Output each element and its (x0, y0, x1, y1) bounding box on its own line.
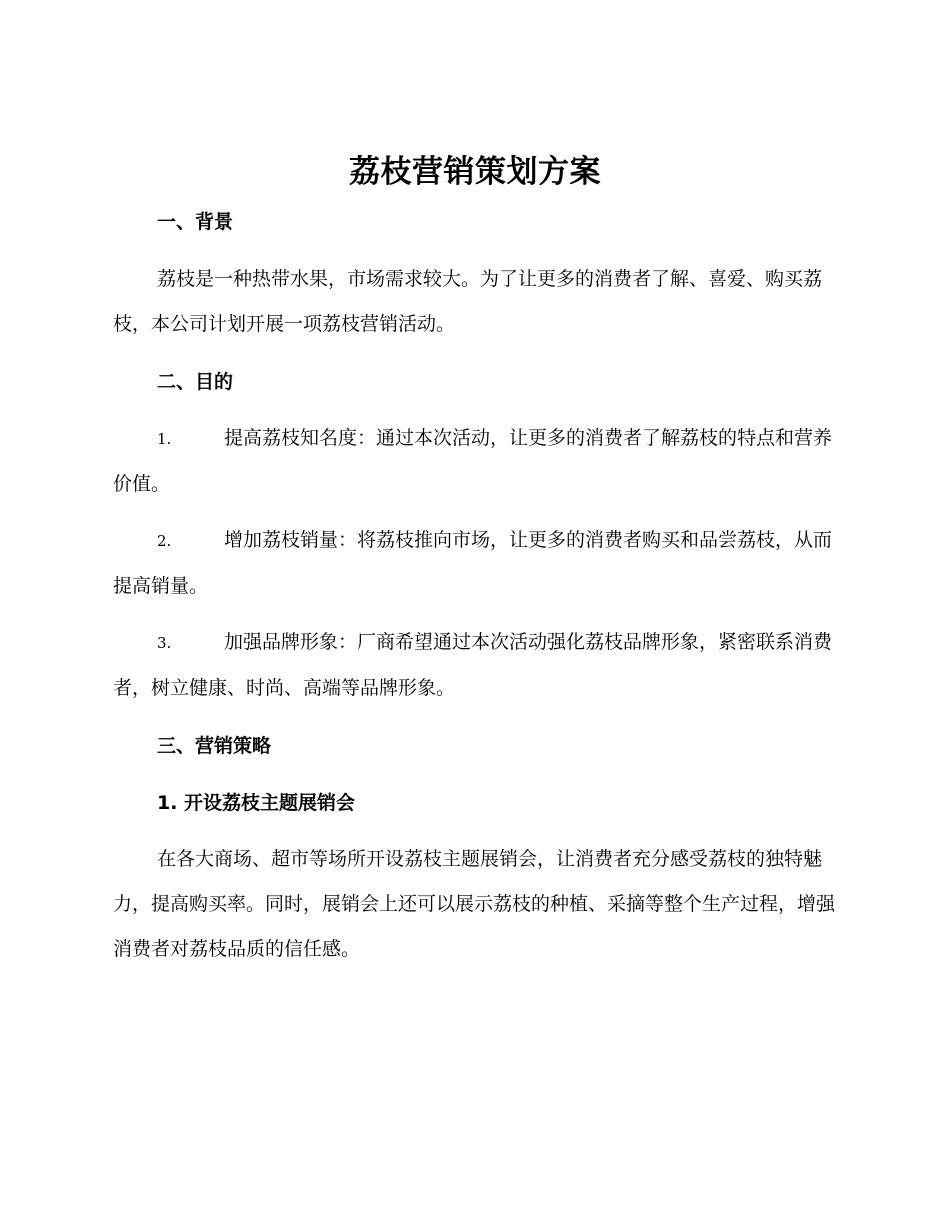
purpose-item-2-number: 2. (157, 532, 172, 550)
section-heading-strategy: 三、营销策略 (157, 735, 272, 757)
purpose-item-3-number: 3. (157, 634, 172, 652)
section-heading-background: 一、背景 (157, 211, 234, 233)
background-paragraph: 荔枝是一种热带水果，市场需求较大。为了让更多的消费者了解、喜爱、购买荔枝，本公司计划开展一项荔枝营销活动。 (113, 268, 823, 335)
strategy-subheading: 1. 开设荔枝主题展销会 (157, 792, 356, 814)
purpose-item-1-number: 1. (157, 430, 172, 448)
purpose-item-2-text: 增加荔枝销量：将荔枝推向市场，让更多的消费者购买和品尝荔枝，从而提高销量。 (113, 529, 833, 597)
document-title: 荔枝营销策划方案 (349, 154, 601, 190)
strategy-paragraph: 在各大商场、超市等场所开设荔枝主题展销会，让消费者充分感受荔枝的独特魅力，提高购买率。同时，展销会上还可以展示荔枝的种植、采摘等整个生产过程，增强消费者对荔枝品质的信任感。 (113, 848, 836, 960)
purpose-item-3-text: 加强品牌形象：厂商希望通过本次活动强化荔枝品牌形象，紧密联系消费者，树立健康、时尚、高端等品牌形象。 (113, 631, 833, 699)
section-heading-purpose: 二、目的 (157, 371, 234, 393)
purpose-item-3 (113, 620, 835, 711)
purpose-item-2 (113, 518, 835, 609)
purpose-item-1-text: 提高荔枝知名度：通过本次活动，让更多的消费者了解荔枝的特点和营养价值。 (113, 427, 833, 495)
purpose-item-1 (113, 416, 835, 507)
